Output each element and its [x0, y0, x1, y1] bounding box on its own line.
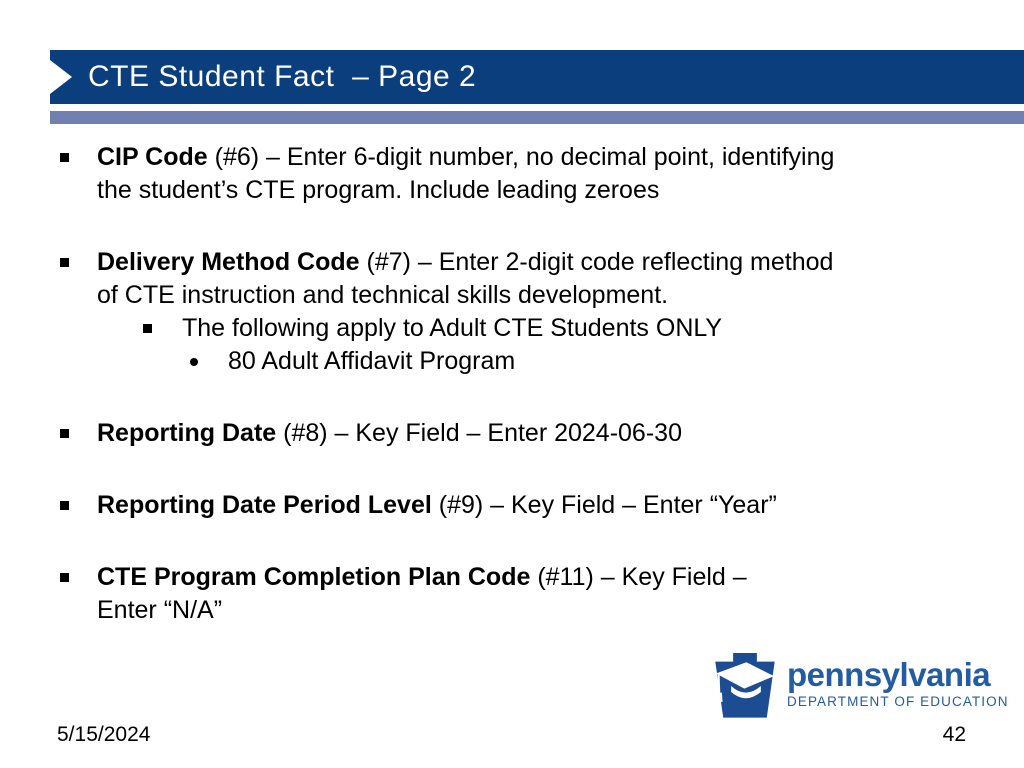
logo-wordmark: pennsylvania	[787, 656, 991, 693]
accent-strip	[50, 111, 1024, 124]
pde-logo	[712, 651, 1009, 721]
bullet-text: Reporting Date (#8) – Key Field – Enter 2024-06-30	[97, 419, 682, 447]
bullet-item	[60, 417, 994, 450]
bullet-text: Delivery Method Code (#7) – Enter 2-digit code reflecting method of CTE instruction and technical skills development.	[97, 248, 834, 309]
logo-text	[787, 651, 1009, 709]
dot-bullet-marker-icon	[190, 358, 198, 366]
bullet-item	[190, 345, 994, 378]
page-number: 42	[942, 723, 966, 746]
slide-title: CTE Student Fact – Page 2	[88, 60, 477, 93]
square-bullet-marker-icon	[60, 258, 69, 267]
slide-title-bar	[50, 50, 1024, 104]
chevron-right-icon	[50, 60, 72, 94]
bullet-list	[60, 141, 994, 627]
square-bullet-marker-icon	[60, 153, 69, 162]
bullet-item	[60, 246, 994, 312]
bullet-item	[143, 312, 994, 345]
square-bullet-marker-icon	[143, 324, 152, 333]
square-bullet-marker-icon	[60, 501, 69, 510]
square-bullet-marker-icon	[60, 573, 69, 582]
bullet-text: 80 Adult Affidavit Program	[228, 347, 516, 375]
bullet-item	[60, 489, 994, 522]
bullet-item	[60, 561, 994, 627]
footer-date: 5/15/2024	[57, 723, 151, 746]
logo-subtext: DEPARTMENT OF EDUCATION	[787, 694, 1009, 709]
keystone-graduation-cap-icon	[712, 651, 778, 721]
bullet-text: CIP Code (#6) – Enter 6-digit number, no decimal point, identifying the student’s CTE program. Include leading zeroes	[97, 143, 835, 204]
bullet-text: CTE Program Completion Plan Code (#11) – Key Field – Enter “N/A”	[97, 563, 747, 624]
bullet-text: The following apply to Adult CTE Students ONLY	[182, 314, 723, 342]
square-bullet-marker-icon	[60, 429, 69, 438]
bullet-item	[60, 141, 994, 207]
bullet-text: Reporting Date Period Level (#9) – Key Field – Enter “Year”	[97, 491, 777, 519]
